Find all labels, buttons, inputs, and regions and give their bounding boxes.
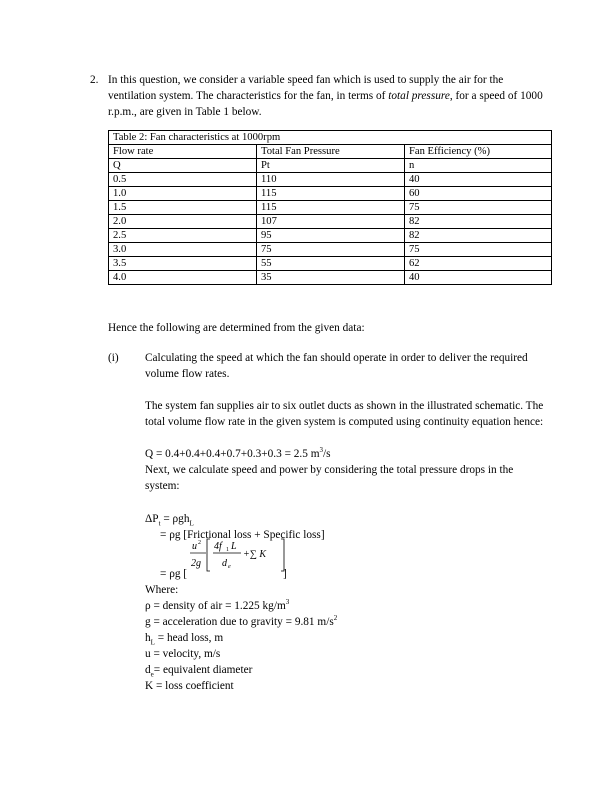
frac-u-sup: 2 bbox=[198, 540, 201, 546]
def-density-sup: 3 bbox=[285, 598, 290, 607]
question-intro bbox=[108, 72, 548, 120]
table-caption-row bbox=[109, 131, 552, 145]
cell-flow: 3.0 bbox=[109, 243, 257, 257]
pressure-equation-2: = ρg [Frictional loss + Specific loss] bbox=[160, 529, 325, 541]
eq1-sub2: L bbox=[189, 519, 194, 528]
frac-d: d bbox=[222, 558, 227, 569]
def-velocity: u = velocity, m/s bbox=[145, 648, 221, 660]
table-symbol-row bbox=[109, 159, 552, 173]
table-row bbox=[109, 271, 552, 285]
intro-text-a: In this question, we consider a variable speed fan which is used to supply the air for the ventilation system. The characteristics for the fan, in terms of bbox=[108, 74, 504, 102]
flow-eq-end: /s bbox=[323, 448, 331, 460]
cell-efficiency: 82 bbox=[405, 215, 552, 229]
fan-characteristics-table bbox=[108, 130, 552, 285]
cell-pressure: 55 bbox=[257, 257, 405, 271]
header-fan-efficiency: Fan Efficiency (%) bbox=[405, 145, 552, 159]
cell-efficiency: 82 bbox=[405, 229, 552, 243]
system-description: The system fan supplies air to six outlet ducts as shown in the illustrated schematic. The total volume flow rate in the given system is computed using continuity equation hence: bbox=[145, 400, 544, 428]
cell-pressure: 115 bbox=[257, 187, 405, 201]
loss-fraction bbox=[186, 536, 296, 576]
def-gravity-sup: 2 bbox=[333, 614, 338, 623]
symbol-q: Q bbox=[109, 159, 257, 173]
frac-L: L bbox=[231, 541, 237, 552]
header-flow-rate: Flow rate bbox=[109, 145, 257, 159]
cell-efficiency: 40 bbox=[405, 271, 552, 285]
symbol-pt: Pt bbox=[257, 159, 405, 173]
cell-pressure: 95 bbox=[257, 229, 405, 243]
table-row bbox=[109, 229, 552, 243]
cell-flow: 1.0 bbox=[109, 187, 257, 201]
cell-flow: 3.5 bbox=[109, 257, 257, 271]
flow-rate-equation bbox=[145, 446, 331, 462]
def-de-b: = equivalent diameter bbox=[153, 664, 253, 676]
def-head-loss bbox=[145, 630, 223, 646]
cell-flow: 2.5 bbox=[109, 229, 257, 243]
frac-4f-sub: 1 bbox=[226, 547, 229, 553]
frac-4f: 4f bbox=[214, 541, 222, 552]
def-density bbox=[145, 598, 289, 614]
def-loss-coefficient: K = loss coefficient bbox=[145, 680, 234, 692]
def-hl-sub: L bbox=[150, 638, 155, 647]
cell-pressure: 110 bbox=[257, 173, 405, 187]
cell-efficiency: 75 bbox=[405, 243, 552, 257]
cell-pressure: 35 bbox=[257, 271, 405, 285]
def-gravity bbox=[145, 614, 337, 630]
pressure-equation-1 bbox=[145, 511, 194, 527]
hence-statement: Hence the following are determined from the given data: bbox=[108, 322, 365, 334]
intro-text-b: , for a speed of 1000 r.p.m., are given in Table 1 below. bbox=[108, 90, 543, 118]
cell-flow: 2.0 bbox=[109, 215, 257, 229]
table-row bbox=[109, 201, 552, 215]
def-equivalent-diameter bbox=[145, 662, 252, 678]
table-header-row bbox=[109, 145, 552, 159]
flow-eq-main: Q = 0.4+0.4+0.4+0.7+0.3+0.3 = 2.5 m bbox=[145, 448, 320, 460]
frac-2g: 2g bbox=[191, 558, 201, 569]
frac-d-sub: e bbox=[228, 564, 231, 570]
table-row bbox=[109, 187, 552, 201]
part-i-label: (i) bbox=[108, 352, 119, 364]
cell-pressure: 115 bbox=[257, 201, 405, 215]
table-row bbox=[109, 257, 552, 271]
table-row bbox=[109, 215, 552, 229]
eq1-a: ΔP bbox=[145, 513, 159, 525]
cell-efficiency: 62 bbox=[405, 257, 552, 271]
def-density-text: ρ = density of air = 1.225 kg/m bbox=[145, 600, 286, 612]
cell-flow: 4.0 bbox=[109, 271, 257, 285]
part-i-heading: Calculating the speed at which the fan should operate in order to deliver the required volume flow rates. bbox=[145, 352, 528, 380]
pressure-equation-3-end: ] bbox=[283, 568, 287, 580]
def-hl-b: = head loss, m bbox=[154, 632, 224, 644]
def-de-a: d bbox=[145, 664, 151, 676]
symbol-n: n bbox=[405, 159, 552, 173]
next-step-text: Next, we calculate speed and power by considering the total pressure drops in the system: bbox=[145, 464, 514, 492]
def-de-sub: e bbox=[150, 670, 154, 679]
cell-pressure: 75 bbox=[257, 243, 405, 257]
cell-flow: 1.5 bbox=[109, 201, 257, 215]
table-row bbox=[109, 243, 552, 257]
frac-u: u bbox=[192, 541, 197, 552]
cell-efficiency: 40 bbox=[405, 173, 552, 187]
where-label: Where: bbox=[145, 584, 179, 596]
def-hl-a: h bbox=[145, 632, 151, 644]
def-gravity-text: g = acceleration due to gravity = 9.81 m/s bbox=[145, 616, 334, 628]
eq1-sub: t bbox=[158, 519, 161, 528]
frac-sum: +∑ K bbox=[243, 549, 267, 560]
cell-pressure: 107 bbox=[257, 215, 405, 229]
table-row bbox=[109, 173, 552, 187]
eq1-b: = ρgh bbox=[160, 513, 190, 525]
cell-efficiency: 75 bbox=[405, 201, 552, 215]
pressure-equation-3-lead: = ρg [ bbox=[160, 568, 188, 580]
flow-eq-sup: 3 bbox=[319, 446, 324, 455]
table-caption: Table 2: Fan characteristics at 1000rpm bbox=[109, 131, 552, 145]
intro-emphasis: total pressure bbox=[388, 90, 450, 102]
cell-efficiency: 60 bbox=[405, 187, 552, 201]
cell-flow: 0.5 bbox=[109, 173, 257, 187]
header-total-fan-pressure: Total Fan Pressure bbox=[257, 145, 405, 159]
question-number: 2. bbox=[90, 74, 99, 86]
